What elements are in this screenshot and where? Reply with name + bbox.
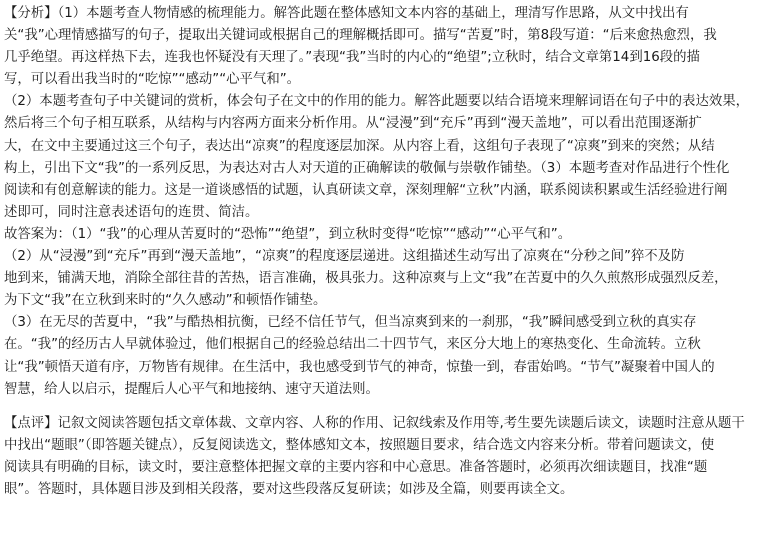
answer-line: （3）在无尽的苦夏中，“我”与酷热相抗衡，已经不信任节气，但当凉爽到来的一刹那，“我”瞬间感受到立秋的真实存: [4, 315, 697, 331]
analysis-line: 大，在文中主要通过这三个句子，表达出“凉爽”的程度逐层加深。从内容上看，这组句子表现了“凉爽”到来的突然；从结: [4, 138, 715, 154]
answer-line: 在。“我”的经历古人早就体验过，他们根据自己的经验总结出二十四节气，来区分大地上的寒热变化、生命流转。立秋: [4, 337, 701, 353]
comment-line: 阅读具有明确的目标，读文时，要注意整体把握文章的主要内容和中心意思。准备答题时，必须再次细读题目，找准“题: [4, 459, 708, 475]
analysis-line: （2）本题考查句子中关键词的赏析，体会句子在文中的作用的能力。解答此题要以结合语境来理解词语在句子中的表达效果，: [4, 94, 749, 110]
document-body: [4, 3, 776, 501]
comment-line: 眼”。答题时，具体题目涉及到相关段落，要对这些段落反复研读；如涉及全篇，则要再读全文。: [4, 481, 574, 497]
analysis-line: 阅读和有创意解读的能力。这是一道谈感悟的试题，认真研读文章，深刻理解“立秋”内涵，联系阅读积累或生活经验进行阐: [4, 182, 728, 198]
analysis-line: 写，可以看出我当时的“吃惊”“感动”“心平气和”。: [4, 72, 301, 88]
answer-line: 故答案为：（1）“我”的心理从苦夏时的“恐怖”“绝望”，到立秋时变得“吃惊”“感动”“心平气和”。: [4, 226, 572, 242]
analysis-line: 【分析】（1）本题考查人物情感的梳理能力。解答此题在整体感知文本内容的基础上，理清写作思路，从文中找出有: [4, 6, 689, 21]
answer-line: （2）从“浸漫”到“充斥”再到“漫天盖地”，“凉爽”的程度逐层递进。这组描述生动写出了凉爽在“分秒之间”猝不及防: [4, 249, 685, 265]
section-divider-space: [4, 401, 776, 413]
answer-line: 地到来，铺满天地，消除全部往昔的苦热，语言准确，极具张力。这种凉爽与上文“我”在苦夏中的久久煎熬形成强烈反差，: [4, 271, 728, 287]
analysis-line: 然后将三个句子相互联系，从结构与内容两方面来分析作用。从“浸漫”到“充斥”再到“漫天盖地”，可以看出范围逐渐扩: [4, 116, 702, 132]
answer-section: [4, 224, 776, 401]
answer-line: 智慧，给人以启示，提醒后人心平气和地接纳、速守天道法则。: [4, 381, 379, 397]
comment-line: 中找出“题眼”（即答题关键点），反复阅读选文，整体感知文本，按照题目要求，结合选文内容来分析。带着问题读文，使: [4, 437, 715, 453]
answer-line: 让“我”顿悟天道有序，万物皆有规律。在生活中，我也感受到节气的神奇，惊蛰一到，春雷始鸣。“节气”凝聚着中国人的: [4, 359, 715, 375]
analysis-line: 构上，引出下文“我”的一系列反思，为表达对古人对天道的正确解读的敬佩与崇敬作铺垫。（3）本题考查对作品进行个性化: [4, 160, 730, 176]
analysis-line: 关“我”心理情感描写的句子，提取出关键词或根据自己的理解概括即可。描写“苦夏”时，第8段写道：“后来愈热愈烈，我: [4, 28, 717, 44]
analysis-line: 述即可，同时注意表述语句的连贯、简洁。: [4, 204, 259, 220]
answer-line: 为下文“我”在立秋到来时的“久久感动”和顿悟作铺垫。: [4, 293, 327, 309]
analysis-section: [4, 3, 776, 224]
comment-section: [4, 413, 776, 501]
comment-line: 【点评】记叙文阅读答题包括文章体裁、文章内容、人称的作用、记叙线索及作用等,考生要先读题后读文，读题时注意从题干: [4, 415, 745, 431]
analysis-line: 几乎绝望。再这样热下去，连我也怀疑没有天理了。”表现“我”当时的内心的“绝望”;立秋时，结合文章第14到16段的描: [4, 50, 700, 66]
